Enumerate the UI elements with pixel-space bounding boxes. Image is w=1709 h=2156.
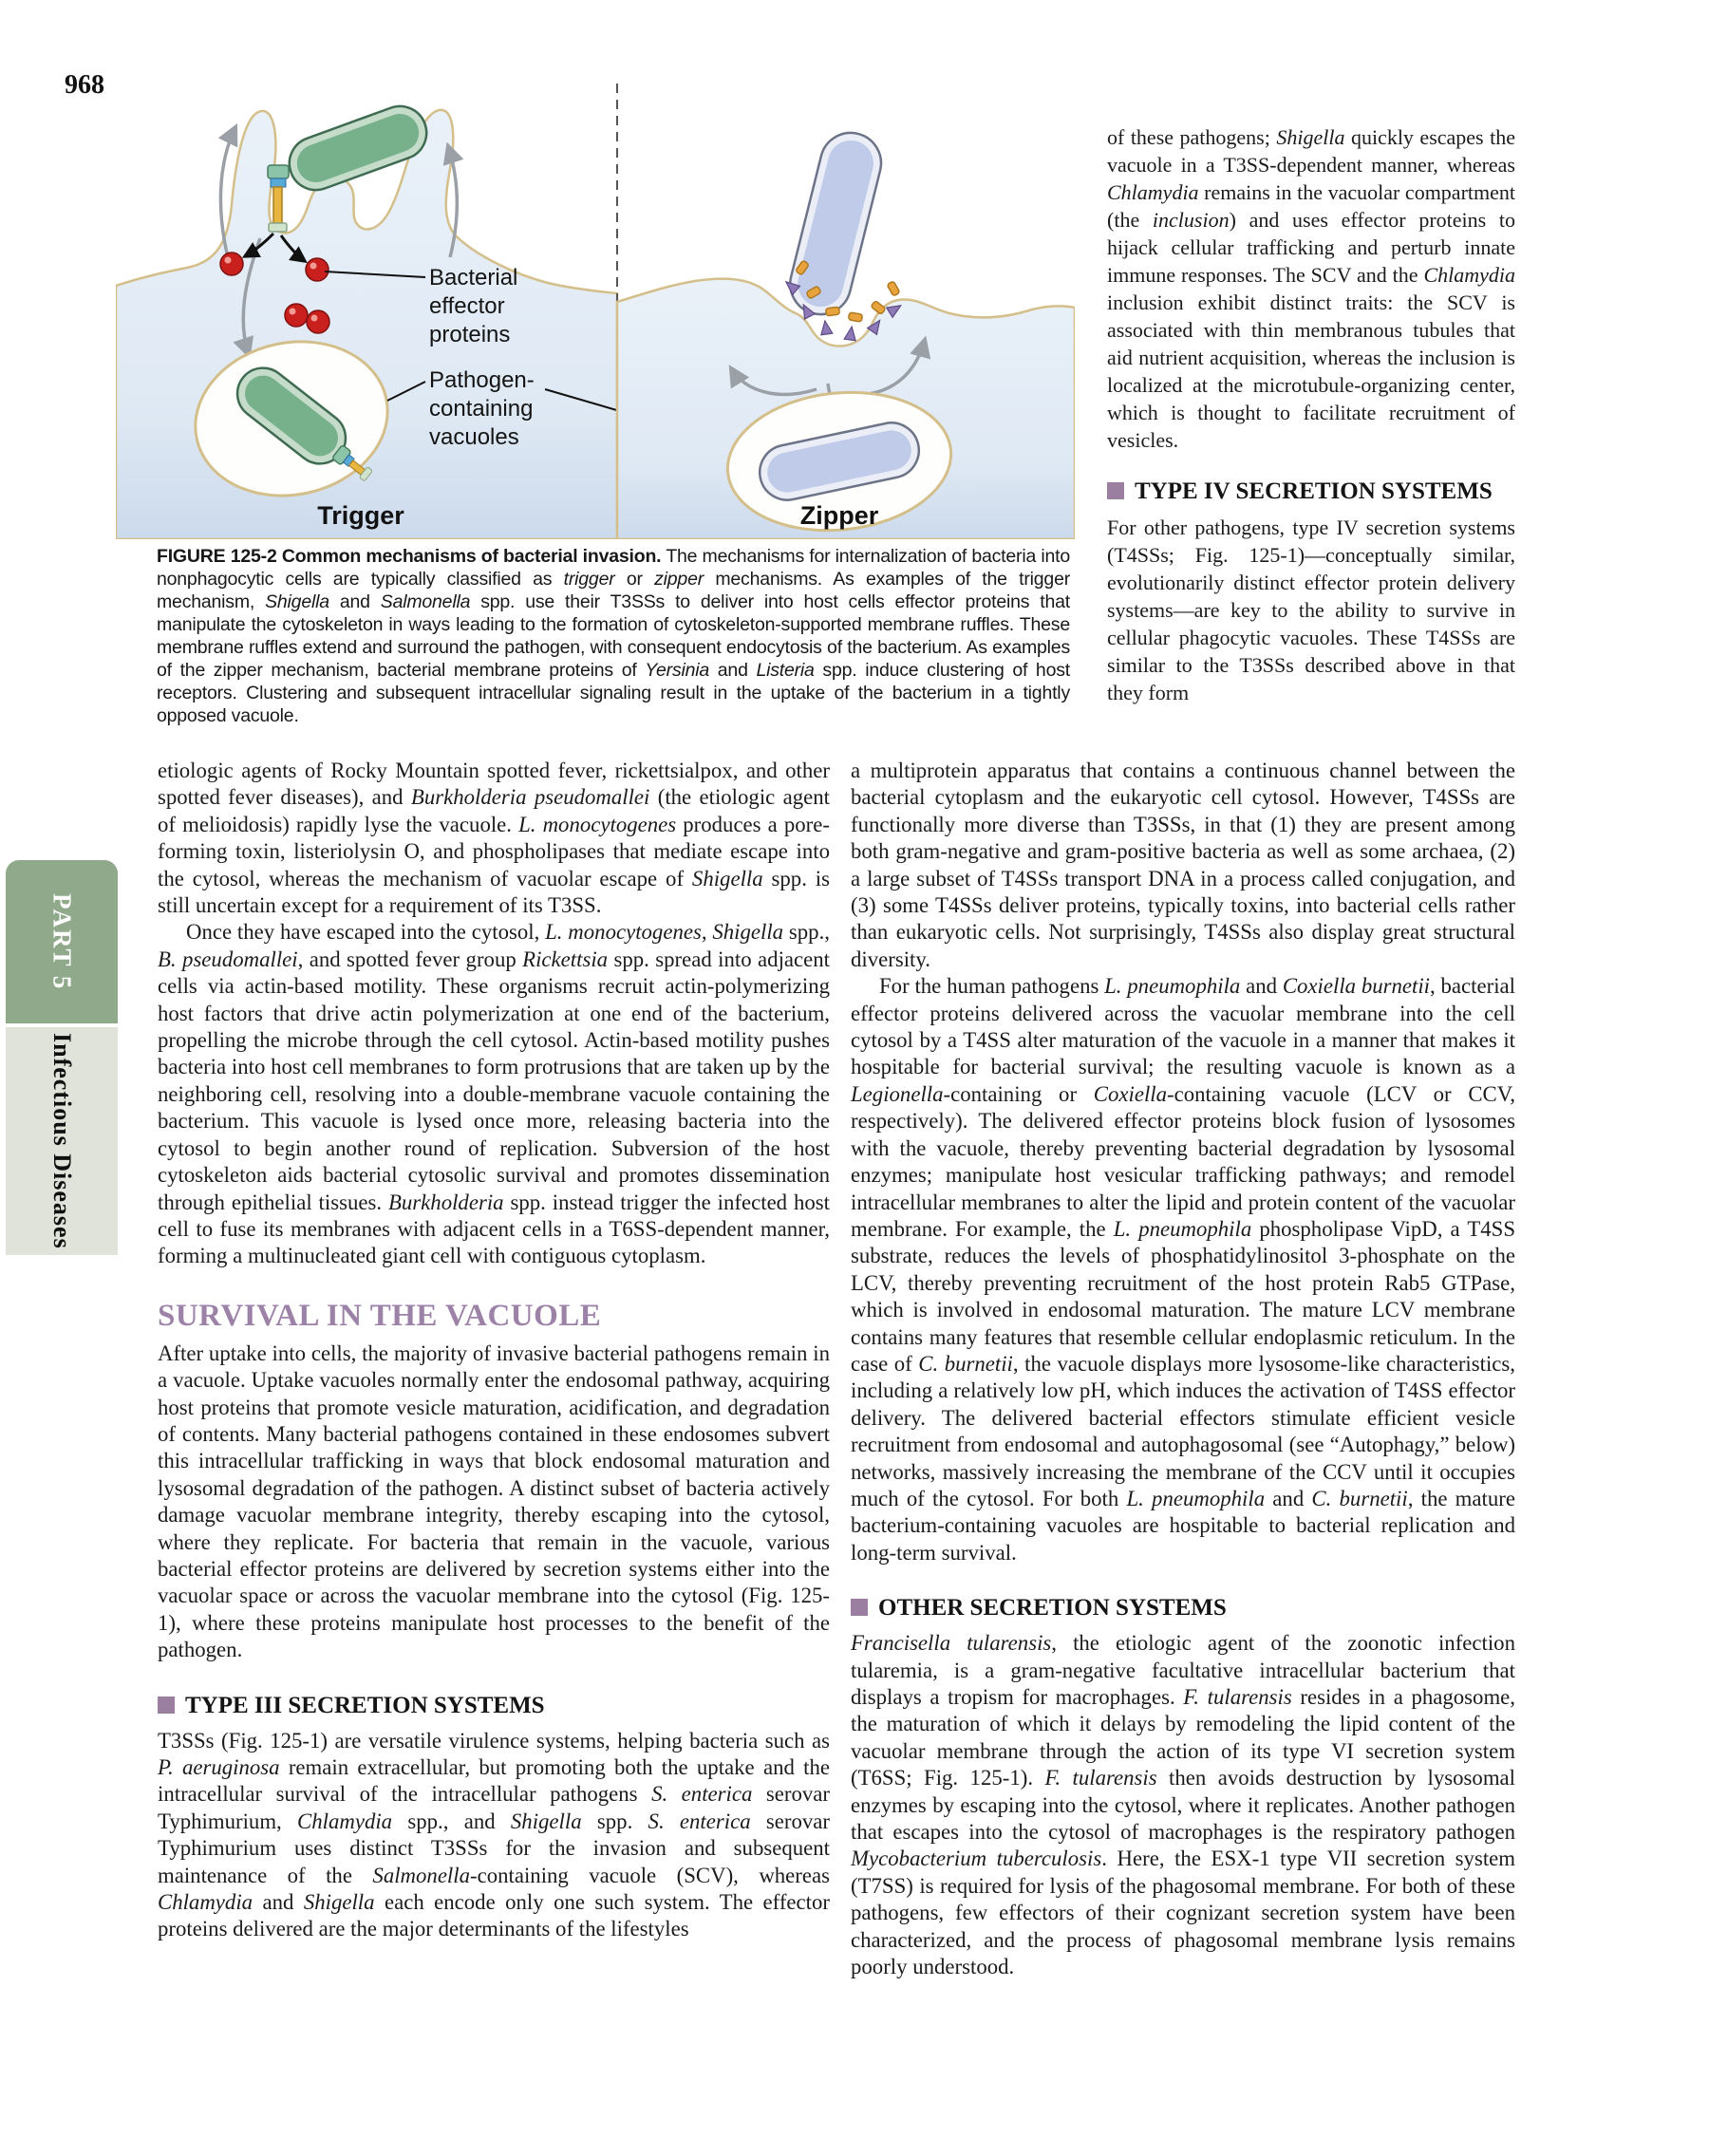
- paragraph: After uptake into cells, the majority of invasive bacterial pathogens remain in a vacuole. Uptake vacuoles normally enter the endosomal pathway, acquiring host proteins that promote vesicle maturation, acidification, and degradation of contents. Many bacterial pathogens contained in these endosomes subvert this intracellular trafficking in ways that block endosomal maturation and lysosomal degradation of the pathogen. A distinct subset of bacteria actively damage vacuolar membrane integrity, thereby escaping into the cytosol, where they replicate. For bacteria that remain in the vacuole, various bacterial effector proteins are delivered by secretion systems either into the vacuolar space or across the vacuolar membrane into the cytosol (Fig. 125-1), where these proteins manipulate host processes to the benefit of the pathogen.: [158, 1340, 830, 1662]
- paragraph: Francisella tularensis, the etiologic agent of the zoonotic infection tularemia, is a gram-negative facultative intracellular bacterium that displays a tropism for macrophages. F. tularensis resides in a phagosome, the maturation of which it delays by remodeling the lipid content of the vacuolar membrane through the action of its type VI secretion system (T6SS; Fig. 125-1). F. tularensis then avoids destruction by lysosomal enzymes by escaping into the cytosol, where it replicates. Another pathogen that escapes into the cytosol of macrophages is the respiratory pathogen Mycobacterium tuberculosis. Here, the ESX-1 type VII secretion system (T7SS) is required for lysis of the phagosomal membrane. For both of these pathogens, few effectors of their cognizant secretion system have been characterized, and the process of phagosomal membrane lysis remains poorly understood.: [851, 1631, 1516, 1979]
- paragraph: Once they have escaped into the cytosol, L. monocytogenes, Shigella spp., B. pseudomallei, and spotted fever group Rickettsia spp. spread into adjacent cells via actin-based motility. These organisms recruit actin-polymerizing host factors that drive actin polymerization at one end of the bacterium, propelling the microbe through the cell cytosol. Actin-based motility pushes bacteria into host cell membranes to form protrusions that are taken up by the neighboring cell, resolving into a double-membrane vacuole containing the bacterium. This vacuole is lysed once more, releasing bacteria into the cytosol to begin another round of replication. Subversion of the host cytoskeleton aids bacterial cytosolic survival and promotes dissemination through epithelial tissues. Burkholderia spp. instead trigger the infected host cell to fuse its membranes with adjacent cells in a T6SS-dependent manner, forming a multinucleated giant cell with contiguous cytoplasm.: [158, 920, 830, 1268]
- section-bullet-icon: [851, 1599, 868, 1616]
- vacuole-label: Pathogen- containing vacuoles: [429, 367, 535, 450]
- paragraph: For the human pathogens L. pneumophila and Coxiella burnetii, bacterial effector proteins delivered across the vacuolar membrane into the cell cytosol by a T4SS alter maturation of the vacuole in a manner that makes it hospitable for bacterial survival; the resulting vacuole is known as a Legionella-containing or Coxiella-containing vacuole (LCV or CCV, respectively). The delivered effector proteins block fusion of lysosomes with the vacuole, thereby preventing bacterial degradation by lysosomal enzymes; manipulate host vesicular trafficking pathways; and remodel intracellular membranes to alter the lipid and protein content of the vacuolar membrane. For example, the L. pneumophila phospholipase VipD, a T4SS substrate, reduces the levels of phosphatidylinositol 3-phosphate on the LCV, thereby preventing recruitment of the host protein Rab5 GTPase, which is involved in endosomal maturation. The mature LCV membrane contains many features that resemble cellular endoplasmic reticulum. In the case of C. burnetii, the vacuole displays more lysosome-like characteristics, including a relatively low pH, which induces the activation of T4SS effector delivery. The delivered bacterial effectors stimulate efficient vesicle recruitment from endosomal and autophagosomal (see “Autophagy,” below) networks, massively increasing the membrane of the CCV until it occupies much of the cytosol. For both L. pneumophila and C. burnetii, the mature bacterium-containing vacuoles are hospitable to bacterial replication and long-term survival.: [851, 974, 1516, 1565]
- heading-type-iii-secretion-systems: TYPE III SECRETION SYSTEMS: [158, 1691, 830, 1720]
- paragraph: etiologic agents of Rocky Mountain spotted fever, rickettsialpox, and other spotted fever diseases), and Burkholderia pseudomallei (the etiologic agent of melioidosis) rapidly lyse the vacuole. L. monocytogenes produces a pore-forming toxin, listeriolysin O, and phospholipases that mediate escape into the cytosol, whereas the mechanism of vacuolar escape of Shigella spp. is still uncertain except for a requirement of its T3SS.: [158, 759, 830, 918]
- page-number: 968: [65, 70, 104, 100]
- zipper-bacterium-icon: [783, 126, 887, 321]
- figure-caption: [157, 545, 1070, 727]
- section-label: Infectious Diseases: [48, 1033, 76, 1249]
- section-bullet-icon: [1107, 482, 1124, 499]
- sidebar-section-tab: [6, 1027, 118, 1255]
- part-label: PART 5: [47, 892, 77, 991]
- effector-label: Bacterial effector proteins: [429, 265, 518, 347]
- figure-diagram: [116, 82, 1075, 539]
- figure-caption-body: The mechanisms for internalization of bacteria into nonphagocytic cells are typically classified as trigger or zipper mechanisms. As examples of the trigger mechanism, Shigella and Salmonella spp. use their T3SSs to deliver into host cells effector proteins that manipulate the cytoskeleton in ways leading to the formation of cytoskeleton-supported membrane ruffles. These membrane ruffles extend and surround the pathogen, with consequent endocytosis of the bacterium. As examples of the zipper mechanism, bacterial membrane proteins of Yersinia and Listeria spp. induce clustering of host receptors. Clustering and subsequent intracellular signaling result in the uptake of the bacterium in a tightly opposed vacuole.: [157, 546, 1071, 726]
- paragraph: T3SSs (Fig. 125-1) are versatile virulence systems, helping bacteria such as P. aeruginosa remain extracellular, but promoting both the uptake and the intracellular survival of the intracellular pathogens S. enterica serovar Typhimurium, Chlamydia spp., and Shigella spp. S. enterica serovar Typhimurium uses distinct T3SSs for the invasion and subsequent maintenance of the Salmonella-containing vacuole (SCV), whereas Chlamydia and Shigella each encode only one such system. The effector proteins delivered are the major determinants of the lifestyles: [158, 1728, 831, 1941]
- column-top-right: [1107, 123, 1515, 706]
- section-bullet-icon: [158, 1697, 175, 1714]
- paragraph: a multiprotein apparatus that contains a continuous channel between the bacterial cytoplasm and the eukaryotic cell cytosol. However, T4SSs are functionally more diverse than T3SSs, in that (1) they are present among both gram-negative and gram-positive bacteria as well as some archaea, (2) a large subset of T4SSs transport DNA in a process called conjugation, and (3) some T4SSs deliver proteins, typically toxins, into bacterial cells rather than eukaryotic cells. Not surprisingly, T4SSs also display great structural diversity.: [851, 759, 1515, 971]
- heading-other-secretion-systems: OTHER SECRETION SYSTEMS: [851, 1593, 1515, 1622]
- sidebar-part-tab: [6, 860, 118, 1023]
- zipper-label: Zipper: [799, 501, 879, 530]
- figure-caption-title: Common mechanisms of bacterial invasion.: [281, 546, 662, 567]
- trigger-label: Trigger: [317, 501, 404, 530]
- figure-caption-number: FIGURE 125-2: [157, 546, 277, 567]
- zipper-panel: [617, 126, 1075, 539]
- column-lower-right: [851, 758, 1515, 1980]
- heading-survival-in-the-vacuole: SURVIVAL IN THE VACUOLE: [158, 1298, 602, 1333]
- heading-type-iv-secretion-systems: TYPE IV SECRETION SYSTEMS: [1107, 477, 1515, 506]
- paragraph: of these pathogens; Shigella quickly escapes the vacuole in a T3SS-dependent manner, whereas Chlamydia remains in the vacuolar compartment (the inclusion) and uses effector proteins to hijack cellular trafficking and perturb innate immune responses. The SCV and the Chlamydia inclusion exhibit distinct traits: the SCV is associated with thin membranous tubules that aid nutrient acquisition, whereas the inclusion is localized at the microtubule-organizing center, which is thought to facilitate recruitment of vesicles.: [1107, 125, 1515, 452]
- paragraph: For other pathogens, type IV secretion systems (T4SSs; Fig. 125-1)—conceptually similar, evolutionarily distinct effector protein delivery systems—are key to the ability to survive in cellular phagocytic vacuoles. These T4SSs are similar to the T3SSs described above in that they form: [1107, 516, 1515, 704]
- column-lower-left: [158, 758, 830, 1943]
